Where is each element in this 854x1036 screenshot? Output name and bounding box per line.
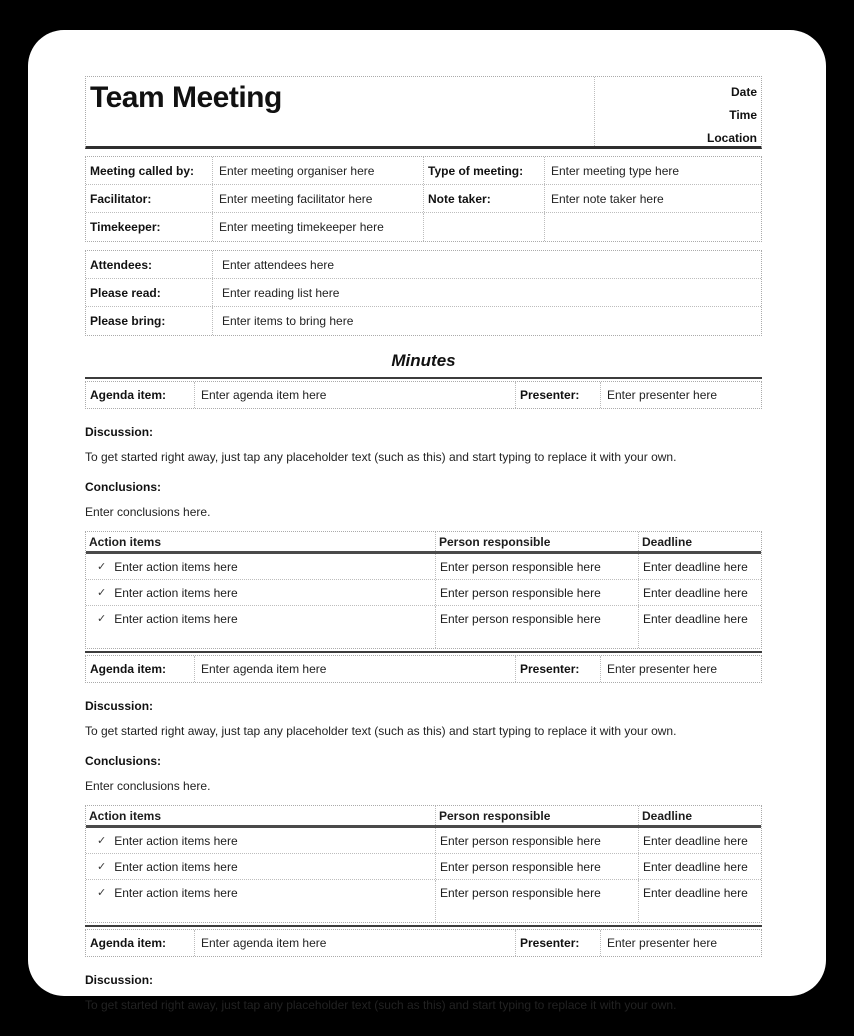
empty-value-cell [545, 213, 761, 241]
presenter-placeholder[interactable]: Enter presenter here [607, 662, 718, 676]
header-meta-cell [595, 77, 761, 146]
action-item-row [86, 606, 761, 648]
action-table-header [86, 806, 761, 828]
person-responsible-placeholder[interactable]: Enter person responsible here [436, 606, 639, 648]
agenda-row [85, 929, 762, 957]
time-label: Time [729, 108, 757, 122]
document-header [85, 76, 762, 149]
action-item-placeholder[interactable]: Enter action items here [114, 833, 238, 848]
action-item-placeholder[interactable]: Enter action items here [114, 612, 238, 626]
deadline-placeholder[interactable]: Enter deadline here [643, 612, 748, 626]
deadline-placeholder[interactable]: Enter deadline here [643, 833, 748, 848]
checkmark-icon: ✓ [97, 587, 107, 599]
deadline-header: Deadline [642, 534, 693, 549]
action-item-placeholder[interactable]: Enter action items here [114, 585, 238, 600]
deadline-placeholder[interactable]: Enter deadline here [643, 585, 748, 600]
person-responsible-placeholder[interactable]: Enter person responsible here [436, 854, 639, 879]
attendees-label: Attendees: [86, 251, 213, 278]
action-items-table [85, 805, 762, 923]
action-item-row [86, 854, 761, 880]
person-responsible-placeholder[interactable]: Enter person responsible here [436, 880, 639, 922]
agenda-item-label: Agenda item: [86, 382, 195, 408]
timekeeper-label: Timekeeper: [86, 213, 213, 241]
attendees-table [85, 250, 762, 336]
conclusions-label: Conclusions: [85, 754, 162, 768]
deadline-placeholder[interactable]: Enter deadline here [643, 859, 748, 874]
action-table-header [86, 532, 761, 554]
meeting-organiser-placeholder[interactable]: Enter meeting organiser here [213, 157, 424, 184]
please-read-label: Please read: [86, 279, 213, 306]
discussion-label: Discussion: [85, 973, 154, 987]
action-item-row [86, 828, 761, 854]
table-row [86, 307, 761, 335]
location-label: Location [707, 131, 757, 145]
agenda-item-label: Agenda item: [86, 656, 195, 682]
checkmark-icon: ✓ [97, 887, 107, 899]
checkmark-icon: ✓ [97, 613, 107, 625]
minutes-heading: Minutes [391, 351, 456, 370]
person-responsible-header: Person responsible [436, 806, 639, 825]
conclusions-label: Conclusions: [85, 480, 162, 494]
document-content [85, 76, 762, 1036]
conclusions-placeholder[interactable]: Enter conclusions here. [85, 779, 211, 793]
table-row [86, 213, 761, 241]
presenter-label: Presenter: [516, 930, 601, 956]
action-item-row [86, 554, 761, 580]
person-responsible-placeholder[interactable]: Enter person responsible here [436, 828, 639, 853]
attendees-placeholder[interactable]: Enter attendees here [222, 257, 335, 272]
conclusions-placeholder[interactable]: Enter conclusions here. [85, 505, 211, 519]
person-responsible-header: Person responsible [436, 532, 639, 551]
note-taker-label: Note taker: [424, 185, 545, 212]
deadline-header: Deadline [642, 808, 693, 823]
agenda-row [85, 655, 762, 683]
table-row [86, 251, 761, 279]
facilitator-placeholder[interactable]: Enter meeting facilitator here [213, 185, 424, 212]
meeting-info-table [85, 156, 762, 242]
checkmark-icon: ✓ [97, 835, 107, 847]
reading-list-placeholder[interactable]: Enter reading list here [222, 285, 340, 300]
presenter-placeholder[interactable]: Enter presenter here [607, 936, 718, 950]
presenter-label: Presenter: [516, 382, 601, 408]
table-row [86, 185, 761, 213]
agenda-item-placeholder[interactable]: Enter agenda item here [195, 382, 516, 408]
timekeeper-placeholder[interactable]: Enter meeting timekeeper here [213, 213, 424, 241]
agenda-section-1 [85, 377, 762, 409]
deadline-placeholder[interactable]: Enter deadline here [643, 559, 748, 574]
action-item-placeholder[interactable]: Enter action items here [114, 559, 238, 574]
please-bring-label: Please bring: [86, 307, 213, 335]
agenda-section-3 [85, 925, 762, 957]
discussion-placeholder[interactable]: To get started right away, just tap any placeholder text (such as this) and start typing to replace it with your own. [85, 998, 677, 1012]
presenter-label: Presenter: [516, 656, 601, 682]
meeting-type-placeholder[interactable]: Enter meeting type here [551, 163, 680, 178]
checkmark-icon: ✓ [97, 861, 107, 873]
deadline-placeholder[interactable]: Enter deadline here [643, 886, 748, 900]
checkmark-icon: ✓ [97, 561, 107, 573]
person-responsible-placeholder[interactable]: Enter person responsible here [436, 554, 639, 579]
discussion-placeholder[interactable]: To get started right away, just tap any placeholder text (such as this) and start typing to replace it with your own. [85, 724, 677, 738]
action-item-placeholder[interactable]: Enter action items here [114, 886, 238, 900]
table-row [86, 157, 761, 185]
agenda-item-label: Agenda item: [86, 930, 195, 956]
agenda-item-placeholder[interactable]: Enter agenda item here [195, 930, 516, 956]
action-item-row [86, 580, 761, 606]
date-label: Date [730, 85, 757, 99]
discussion-label: Discussion: [85, 699, 154, 713]
agenda-row [85, 381, 762, 409]
person-responsible-placeholder[interactable]: Enter person responsible here [436, 580, 639, 605]
document-page [28, 30, 826, 1012]
presenter-placeholder[interactable]: Enter presenter here [607, 388, 718, 402]
title-cell [86, 77, 595, 146]
meeting-called-by-label: Meeting called by: [86, 157, 213, 184]
agenda-section-2 [85, 651, 762, 683]
action-item-row [86, 880, 761, 922]
items-to-bring-placeholder[interactable]: Enter items to bring here [222, 314, 354, 328]
discussion-placeholder[interactable]: To get started right away, just tap any placeholder text (such as this) and start typing to replace it with your own. [85, 450, 677, 464]
discussion-label: Discussion: [85, 425, 154, 439]
agenda-item-placeholder[interactable]: Enter agenda item here [195, 656, 516, 682]
action-items-header: Action items [86, 806, 436, 825]
action-item-placeholder[interactable]: Enter action items here [114, 859, 238, 874]
type-of-meeting-label: Type of meeting: [424, 157, 545, 184]
note-taker-placeholder[interactable]: Enter note taker here [551, 191, 664, 206]
page-title: Team Meeting [90, 81, 282, 114]
facilitator-label: Facilitator: [86, 185, 213, 212]
action-items-table [85, 531, 762, 649]
table-row [86, 279, 761, 307]
empty-label-cell [424, 213, 545, 241]
action-items-header: Action items [86, 532, 436, 551]
